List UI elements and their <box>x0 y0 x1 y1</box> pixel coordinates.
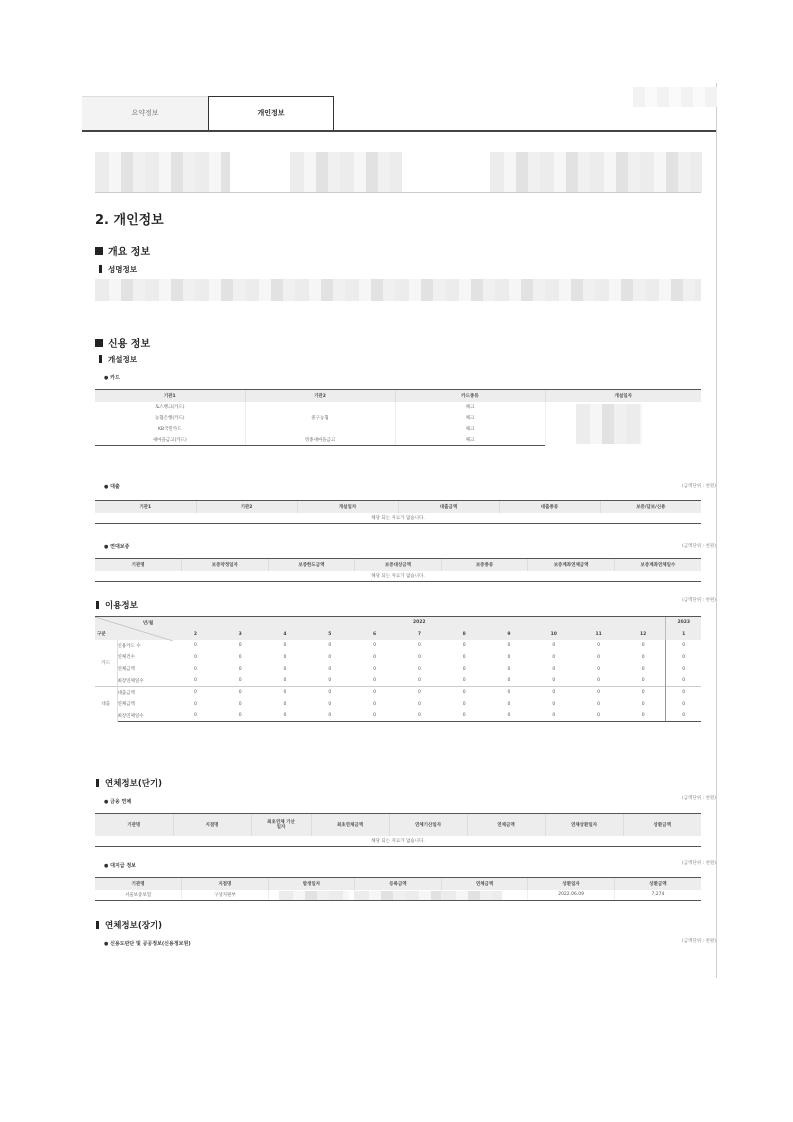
subrogation-table <box>95 877 701 901</box>
loan-header: 기관2 <box>196 501 297 513</box>
usage-year-2023: 2023 <box>666 617 701 629</box>
usage-month-header: 2 <box>173 628 218 640</box>
cell: 농협은행(카드) <box>154 416 185 421</box>
usage-value-cell: 0 <box>621 710 666 722</box>
opening-info-heading: 개설정보 <box>99 354 137 365</box>
overview-heading: 개요 정보 <box>95 243 150 258</box>
cell: 체크 <box>395 413 545 424</box>
usage-value-cell: 0 <box>417 678 421 684</box>
usage-value-cell: 0 <box>641 701 645 707</box>
usage-month-header: 5 <box>307 628 352 640</box>
usage-value-cell: 0 <box>597 666 600 672</box>
fin-header: 최초연체 기산일자 <box>251 814 311 836</box>
usage-value-cell: 0 <box>442 710 487 722</box>
table-row <box>95 675 701 687</box>
sub-header: 상환금액 <box>614 878 701 890</box>
usage-value-cell: 0 <box>193 678 197 684</box>
usage-value-cell: 0 <box>417 666 421 672</box>
usage-value-cell: 0 <box>373 666 377 672</box>
usage-value-cell: 0 <box>507 678 511 684</box>
guarantee-header: 보증한도금액 <box>268 559 355 571</box>
usage-value-cell: 0 <box>328 666 332 672</box>
loan-header: 개설일자 <box>297 501 398 513</box>
usage-value-cell: 0 <box>193 701 197 707</box>
fin-header: 연체금액 <box>467 814 545 836</box>
usage-value-cell: 0 <box>552 643 556 649</box>
usage-value-cell: 0 <box>238 643 242 649</box>
table-row <box>95 687 701 699</box>
redacted-block <box>95 152 230 192</box>
usage-corner-top-label: 년/월 <box>142 620 154 626</box>
usage-value-cell: 0 <box>263 687 308 699</box>
usage-row-label: 최장연체일수 <box>117 710 173 722</box>
usage-value-cell: 0 <box>666 687 701 699</box>
fin-header: 연체기산일자 <box>389 814 467 836</box>
usage-value-cell: 0 <box>462 678 466 684</box>
usage-value-cell: 0 <box>397 710 442 722</box>
redacted-block <box>290 152 402 192</box>
usage-value-cell: 0 <box>373 654 377 660</box>
delinquency-long-heading: 연체정보(장기) <box>96 919 162 931</box>
table-row <box>95 663 701 675</box>
usage-value-cell: 0 <box>283 654 287 660</box>
usage-value-cell: 0 <box>417 701 421 707</box>
cell: 체크 <box>395 435 545 446</box>
table-row <box>95 652 701 664</box>
usage-month-header: 8 <box>442 628 487 640</box>
usage-year-2022: 2022 <box>173 617 666 629</box>
table-row <box>95 890 701 901</box>
cell: 새마을금고(카드) <box>95 435 245 446</box>
table-row <box>95 698 701 710</box>
unit-label: (금액단위 : 천원) <box>682 544 716 549</box>
usage-value-cell: 0 <box>641 643 645 649</box>
usage-value-cell: 0 <box>552 678 556 684</box>
usage-value-cell: 0 <box>238 678 242 684</box>
loan-header: 대출종류 <box>499 501 600 513</box>
table-row <box>95 402 701 413</box>
usage-value-cell: 0 <box>666 663 701 675</box>
card-heading: ● 카드 <box>104 375 120 381</box>
cell: 토스뱅크(카드) <box>154 405 185 410</box>
usage-value-cell: 0 <box>283 701 287 707</box>
usage-value-cell: 0 <box>531 687 576 699</box>
usage-value-cell: 0 <box>283 666 287 672</box>
usage-row-label: 연체건수 <box>117 655 135 661</box>
usage-value-cell: 0 <box>193 666 197 672</box>
usage-month-header: 9 <box>487 628 532 640</box>
sub-header: 상환일자 <box>528 878 615 890</box>
card-header-org1: 기관1 <box>95 390 245 402</box>
credit-public-info-heading: ● 신용도판단 및 공공정보(신용정보원) <box>104 941 191 947</box>
unit-label: (금액단위 : 천원) <box>682 796 716 801</box>
usage-value-cell: 0 <box>641 654 645 660</box>
redacted-open-date <box>545 402 701 446</box>
loan-header: 기관1 <box>95 501 196 513</box>
usage-value-cell: 0 <box>507 643 511 649</box>
cell: 체크 <box>395 424 545 435</box>
usage-value-cell: 0 <box>576 710 621 722</box>
usage-value-cell: 0 <box>307 687 352 699</box>
loan-header: 보증/담보/신용 <box>600 501 701 513</box>
section-title: 2. 개인정보 <box>95 213 164 228</box>
usage-value-cell: 0 <box>218 710 263 722</box>
usage-month-header: 6 <box>352 628 397 640</box>
loan-table <box>95 500 701 524</box>
table-row <box>95 710 701 722</box>
cell: KB국민카드 <box>158 427 182 432</box>
usage-value-cell: 0 <box>442 687 487 699</box>
diagonal-line <box>95 617 173 641</box>
usage-value-cell: 0 <box>238 701 242 707</box>
usage-value-cell: 0 <box>218 687 263 699</box>
usage-month-header: 3 <box>218 628 263 640</box>
usage-value-cell: 0 <box>352 687 397 699</box>
cell <box>245 402 395 413</box>
usage-value-cell: 0 <box>597 701 600 707</box>
redacted-cell <box>355 890 442 901</box>
tab-personal-info[interactable]: 개인정보 <box>208 96 334 131</box>
tab-underline <box>82 130 716 132</box>
usage-value-cell: 0 <box>238 654 242 660</box>
usage-value-cell: 0 <box>417 643 421 649</box>
fin-header: 기관명 <box>95 814 173 836</box>
usage-month-header: 10 <box>531 628 576 640</box>
usage-row-label: 연체금액 <box>117 667 135 673</box>
sub-header: 기관명 <box>95 878 182 890</box>
usage-value-cell: 0 <box>597 643 600 649</box>
usage-month-header: 7 <box>397 628 442 640</box>
usage-group-label: 카드 <box>95 640 117 687</box>
empty-message: 해당 되는 자료가 없습니다. <box>95 836 701 847</box>
guarantee-header: 보증종류 <box>441 559 528 571</box>
usage-value-cell: 0 <box>193 654 197 660</box>
usage-value-cell: 0 <box>552 701 556 707</box>
card-header-open-date: 개설일자 <box>545 390 701 402</box>
usage-value-cell: 0 <box>552 654 556 660</box>
usage-corner-bottom: 구분 <box>95 628 173 640</box>
card-table <box>95 389 701 446</box>
unit-label: (금액단위 : 천원) <box>682 861 716 866</box>
usage-value-cell: 0 <box>666 640 701 652</box>
usage-table <box>95 616 701 722</box>
usage-value-cell: 0 <box>666 710 701 722</box>
usage-value-cell: 0 <box>397 687 442 699</box>
usage-value-cell: 0 <box>263 710 308 722</box>
cell: 7,274 <box>614 890 701 901</box>
sub-header: 발생일자 <box>268 878 355 890</box>
usage-value-cell: 0 <box>507 666 511 672</box>
tab-bar <box>82 96 716 132</box>
redacted-cell <box>268 890 355 901</box>
page-right-border <box>716 83 717 978</box>
usage-value-cell: 0 <box>352 710 397 722</box>
unit-label: (금액단위 : 천원) <box>682 598 716 603</box>
subrogation-heading: ● 대지급 정보 <box>104 863 137 869</box>
usage-value-cell: 0 <box>283 678 287 684</box>
guarantee-table <box>95 558 701 582</box>
redacted-block <box>490 152 702 192</box>
usage-value-cell: 0 <box>641 678 645 684</box>
cell: 체크 <box>395 402 545 413</box>
table-row <box>95 640 701 652</box>
sub-header: 지점명 <box>182 878 269 890</box>
credit-heading: 신용 정보 <box>95 335 150 350</box>
fin-header: 상환금액 <box>623 814 701 836</box>
usage-heading: 이용정보 <box>96 599 138 611</box>
fin-header: 최초연체금액 <box>311 814 389 836</box>
usage-month-header: 4 <box>263 628 308 640</box>
cell: 구상지원부 <box>182 890 269 901</box>
usage-row-label: 신용카드 수 <box>117 643 141 649</box>
cell: 중구농협 <box>245 413 395 424</box>
unit-label: (금액단위 : 천원) <box>682 484 716 489</box>
usage-month-header: 12 <box>621 628 666 640</box>
redacted-cell <box>441 890 528 901</box>
financial-delinquency-table <box>95 813 701 847</box>
guarantee-header: 보증계좌연체일수 <box>614 559 701 571</box>
unit-label: (금액단위 : 천원) <box>682 939 716 944</box>
usage-value-cell: 0 <box>328 654 332 660</box>
sub-header: 연체금액 <box>441 878 528 890</box>
usage-value-cell: 0 <box>283 643 287 649</box>
usage-row-label: 연체금액 <box>117 702 135 708</box>
usage-value-cell: 0 <box>641 666 645 672</box>
usage-value-cell: 0 <box>597 678 600 684</box>
guarantee-heading: ● 연대보증 <box>104 544 130 550</box>
cell <box>245 424 395 435</box>
usage-value-cell: 0 <box>552 666 556 672</box>
usage-value-cell: 0 <box>373 678 377 684</box>
divider <box>95 192 701 193</box>
usage-value-cell: 0 <box>666 675 701 687</box>
usage-value-cell: 0 <box>373 701 377 707</box>
usage-month-header: 1 <box>666 628 701 640</box>
usage-value-cell: 0 <box>417 654 421 660</box>
tab-summary[interactable]: 요약정보 <box>82 96 208 130</box>
guarantee-header: 보증계좌연체금액 <box>528 559 615 571</box>
loan-header: 대출금액 <box>398 501 499 513</box>
guarantee-header: 보증약정일자 <box>182 559 269 571</box>
card-header-type: 카드종류 <box>395 390 545 402</box>
usage-group-label: 대출 <box>95 687 117 722</box>
fin-header: 지점명 <box>173 814 251 836</box>
usage-corner-top <box>95 617 173 629</box>
usage-value-cell: 0 <box>666 652 701 664</box>
empty-message: 해당 되는 자료가 없습니다. <box>95 513 701 524</box>
usage-value-cell: 0 <box>307 710 352 722</box>
usage-value-cell: 0 <box>328 643 332 649</box>
usage-value-cell: 0 <box>507 654 511 660</box>
sub-header: 등록금액 <box>355 878 442 890</box>
usage-value-cell: 0 <box>487 710 532 722</box>
financial-delinquency-heading: ● 금융 연체 <box>104 799 132 805</box>
usage-value-cell: 0 <box>666 698 701 710</box>
usage-row-label: 대출금액 <box>117 687 173 699</box>
usage-value-cell: 0 <box>576 687 621 699</box>
card-header-org2: 기관2 <box>245 390 395 402</box>
cell: 2022.06.09 <box>528 890 615 901</box>
guarantee-header: 기관명 <box>95 559 182 571</box>
usage-value-cell: 0 <box>373 643 377 649</box>
usage-value-cell: 0 <box>462 701 466 707</box>
redacted-name-info <box>95 279 701 301</box>
empty-message: 해당 되는 자료가 없습니다. <box>95 571 701 582</box>
usage-value-cell: 0 <box>531 710 576 722</box>
usage-value-cell: 0 <box>173 710 218 722</box>
usage-value-cell: 0 <box>462 654 466 660</box>
usage-value-cell: 0 <box>462 643 466 649</box>
usage-month-header: 11 <box>576 628 621 640</box>
usage-value-cell: 0 <box>487 687 532 699</box>
delinquency-short-heading: 연체정보(단기) <box>96 777 162 789</box>
cell: 서울보증보험 <box>95 890 182 901</box>
cell: 영종새마을금고 <box>245 435 395 446</box>
usage-value-cell: 0 <box>328 701 332 707</box>
usage-value-cell: 0 <box>507 701 511 707</box>
usage-value-cell: 0 <box>462 666 466 672</box>
guarantee-header: 보증대상금액 <box>355 559 442 571</box>
usage-value-cell: 0 <box>238 666 242 672</box>
loan-heading: ● 대출 <box>104 484 120 490</box>
usage-value-cell: 0 <box>621 687 666 699</box>
usage-row-label: 최장연체일수 <box>117 678 144 684</box>
usage-value-cell: 0 <box>193 643 197 649</box>
fin-header: 연체상환일자 <box>545 814 623 836</box>
usage-value-cell: 0 <box>173 687 218 699</box>
usage-value-cell: 0 <box>597 654 600 660</box>
usage-value-cell: 0 <box>328 678 332 684</box>
name-info-heading: 성명정보 <box>99 264 137 275</box>
